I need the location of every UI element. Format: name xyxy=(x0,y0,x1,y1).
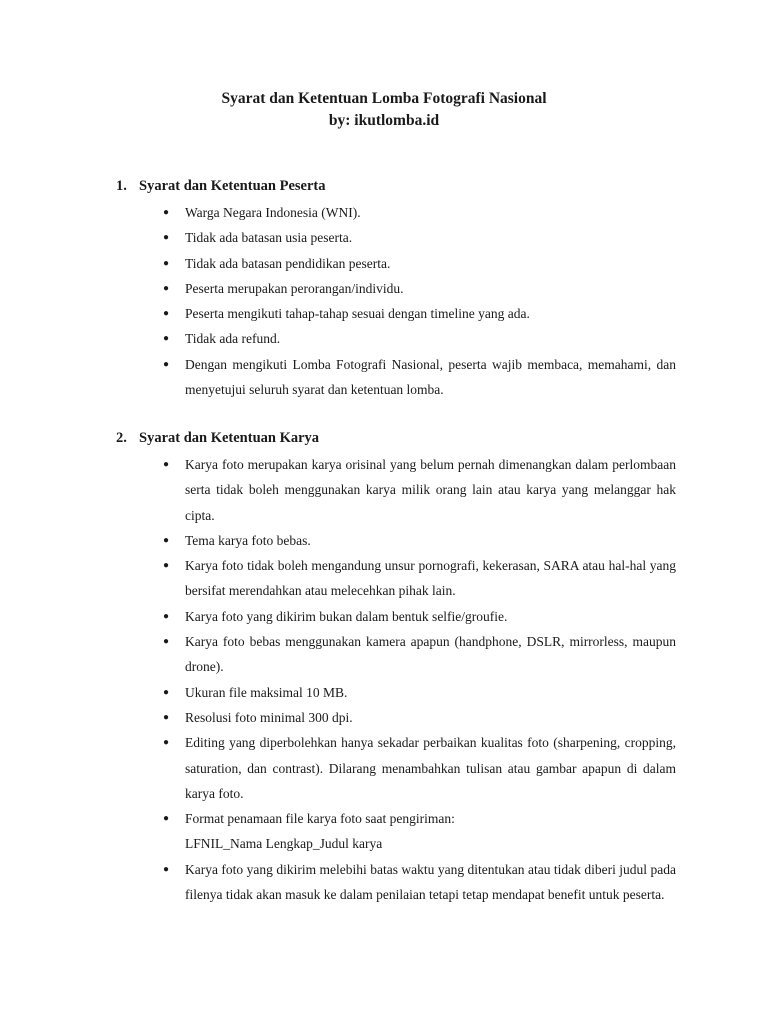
list-item: ● Resolusi foto minimal 300 dpi. xyxy=(116,705,676,730)
bullet-icon: ● xyxy=(163,863,170,875)
requirements-list xyxy=(116,200,676,402)
bullet-icon: ● xyxy=(163,257,170,269)
section-title: Syarat dan Ketentuan Peserta xyxy=(139,178,326,194)
bullet-icon: ● xyxy=(163,560,170,572)
list-item: ● Karya foto merupakan karya orisinal yang belum pernah dimenangkan dalam perlombaan serta tidak boleh menggunakan karya milik orang lain atau karya yang melanggar hak cipta. xyxy=(116,452,676,528)
bullet-icon: ● xyxy=(163,686,170,698)
document-title xyxy=(0,88,768,132)
bullet-icon: ● xyxy=(163,358,170,370)
bullet-icon: ● xyxy=(163,232,170,244)
list-item: ● Tidak ada refund. xyxy=(116,326,676,351)
list-item: ● Karya foto bebas menggunakan kamera apapun (handphone, DSLR, mirrorless, maupun drone). xyxy=(116,629,676,680)
file-naming-format: LFNIL_Nama Lengkap_Judul karya xyxy=(185,836,383,852)
section-heading xyxy=(116,428,676,448)
bullet-icon: ● xyxy=(163,610,170,622)
title-line-2: by: ikutlomba.id xyxy=(328,112,440,129)
section-karya xyxy=(116,428,676,907)
list-item: ● Dengan mengikuti Lomba Fotografi Nasional, peserta wajib membaca, memahami, dan menyetujui seluruh syarat dan ketentuan lomba. xyxy=(116,352,676,403)
list-item: ● Karya foto tidak boleh mengandung unsur pornografi, kekerasan, SARA atau hal-hal yang bersifat merendahkan atau melecehkan pihak lain. xyxy=(116,553,676,604)
list-item: ● Warga Negara Indonesia (WNI). xyxy=(116,200,676,225)
list-item: ● Tidak ada batasan usia peserta. xyxy=(116,225,676,250)
bullet-icon: ● xyxy=(163,813,170,825)
list-item: ● Tema karya foto bebas. xyxy=(116,528,676,553)
section-title: Syarat dan Ketentuan Karya xyxy=(139,430,320,446)
list-item: ● Peserta merupakan perorangan/individu. xyxy=(116,276,676,301)
bullet-icon: ● xyxy=(163,207,170,218)
list-item: ● Editing yang diperbolehkan hanya sekadar perbaikan kualitas foto (sharpening, cropping, saturation, dan contrast). Dilarang menambahkan tulisan atau gambar apapun di dalam karya foto. xyxy=(116,730,676,806)
bullet-icon: ● xyxy=(163,308,170,320)
list-item: ● Karya foto yang dikirim melebihi batas waktu yang ditentukan atau tidak diberi judul pada filenya tidak akan masuk ke dalam penilaian tetapi tetap mendapat benefit untuk peserta. xyxy=(116,857,676,908)
bullet-icon: ● xyxy=(163,333,170,345)
section-number: 1. xyxy=(116,178,127,194)
list-item: ● Peserta mengikuti tahap-tahap sesuai dengan timeline yang ada. xyxy=(116,301,676,326)
bullet-icon: ● xyxy=(163,282,170,294)
list-item: ● Ukuran file maksimal 10 MB. xyxy=(116,680,676,705)
list-item: ● Format penamaan file karya foto saat pengiriman: LFNIL_Nama Lengkap_Judul karya xyxy=(116,806,676,857)
bullet-icon: ● xyxy=(163,459,170,470)
section-number: 2. xyxy=(116,430,127,446)
title-line-1: Syarat dan Ketentuan Lomba Fotografi Nasional xyxy=(221,90,547,107)
section-heading xyxy=(116,176,676,196)
list-item: ● Karya foto yang dikirim bukan dalam bentuk selfie/groufie. xyxy=(116,604,676,629)
bullet-icon: ● xyxy=(163,737,170,749)
bullet-icon: ● xyxy=(163,534,170,546)
bullet-icon: ● xyxy=(163,636,170,648)
section-peserta xyxy=(116,176,676,402)
bullet-icon: ● xyxy=(163,711,170,723)
list-item: ● Tidak ada batasan pendidikan peserta. xyxy=(116,251,676,276)
requirements-list xyxy=(116,452,676,907)
